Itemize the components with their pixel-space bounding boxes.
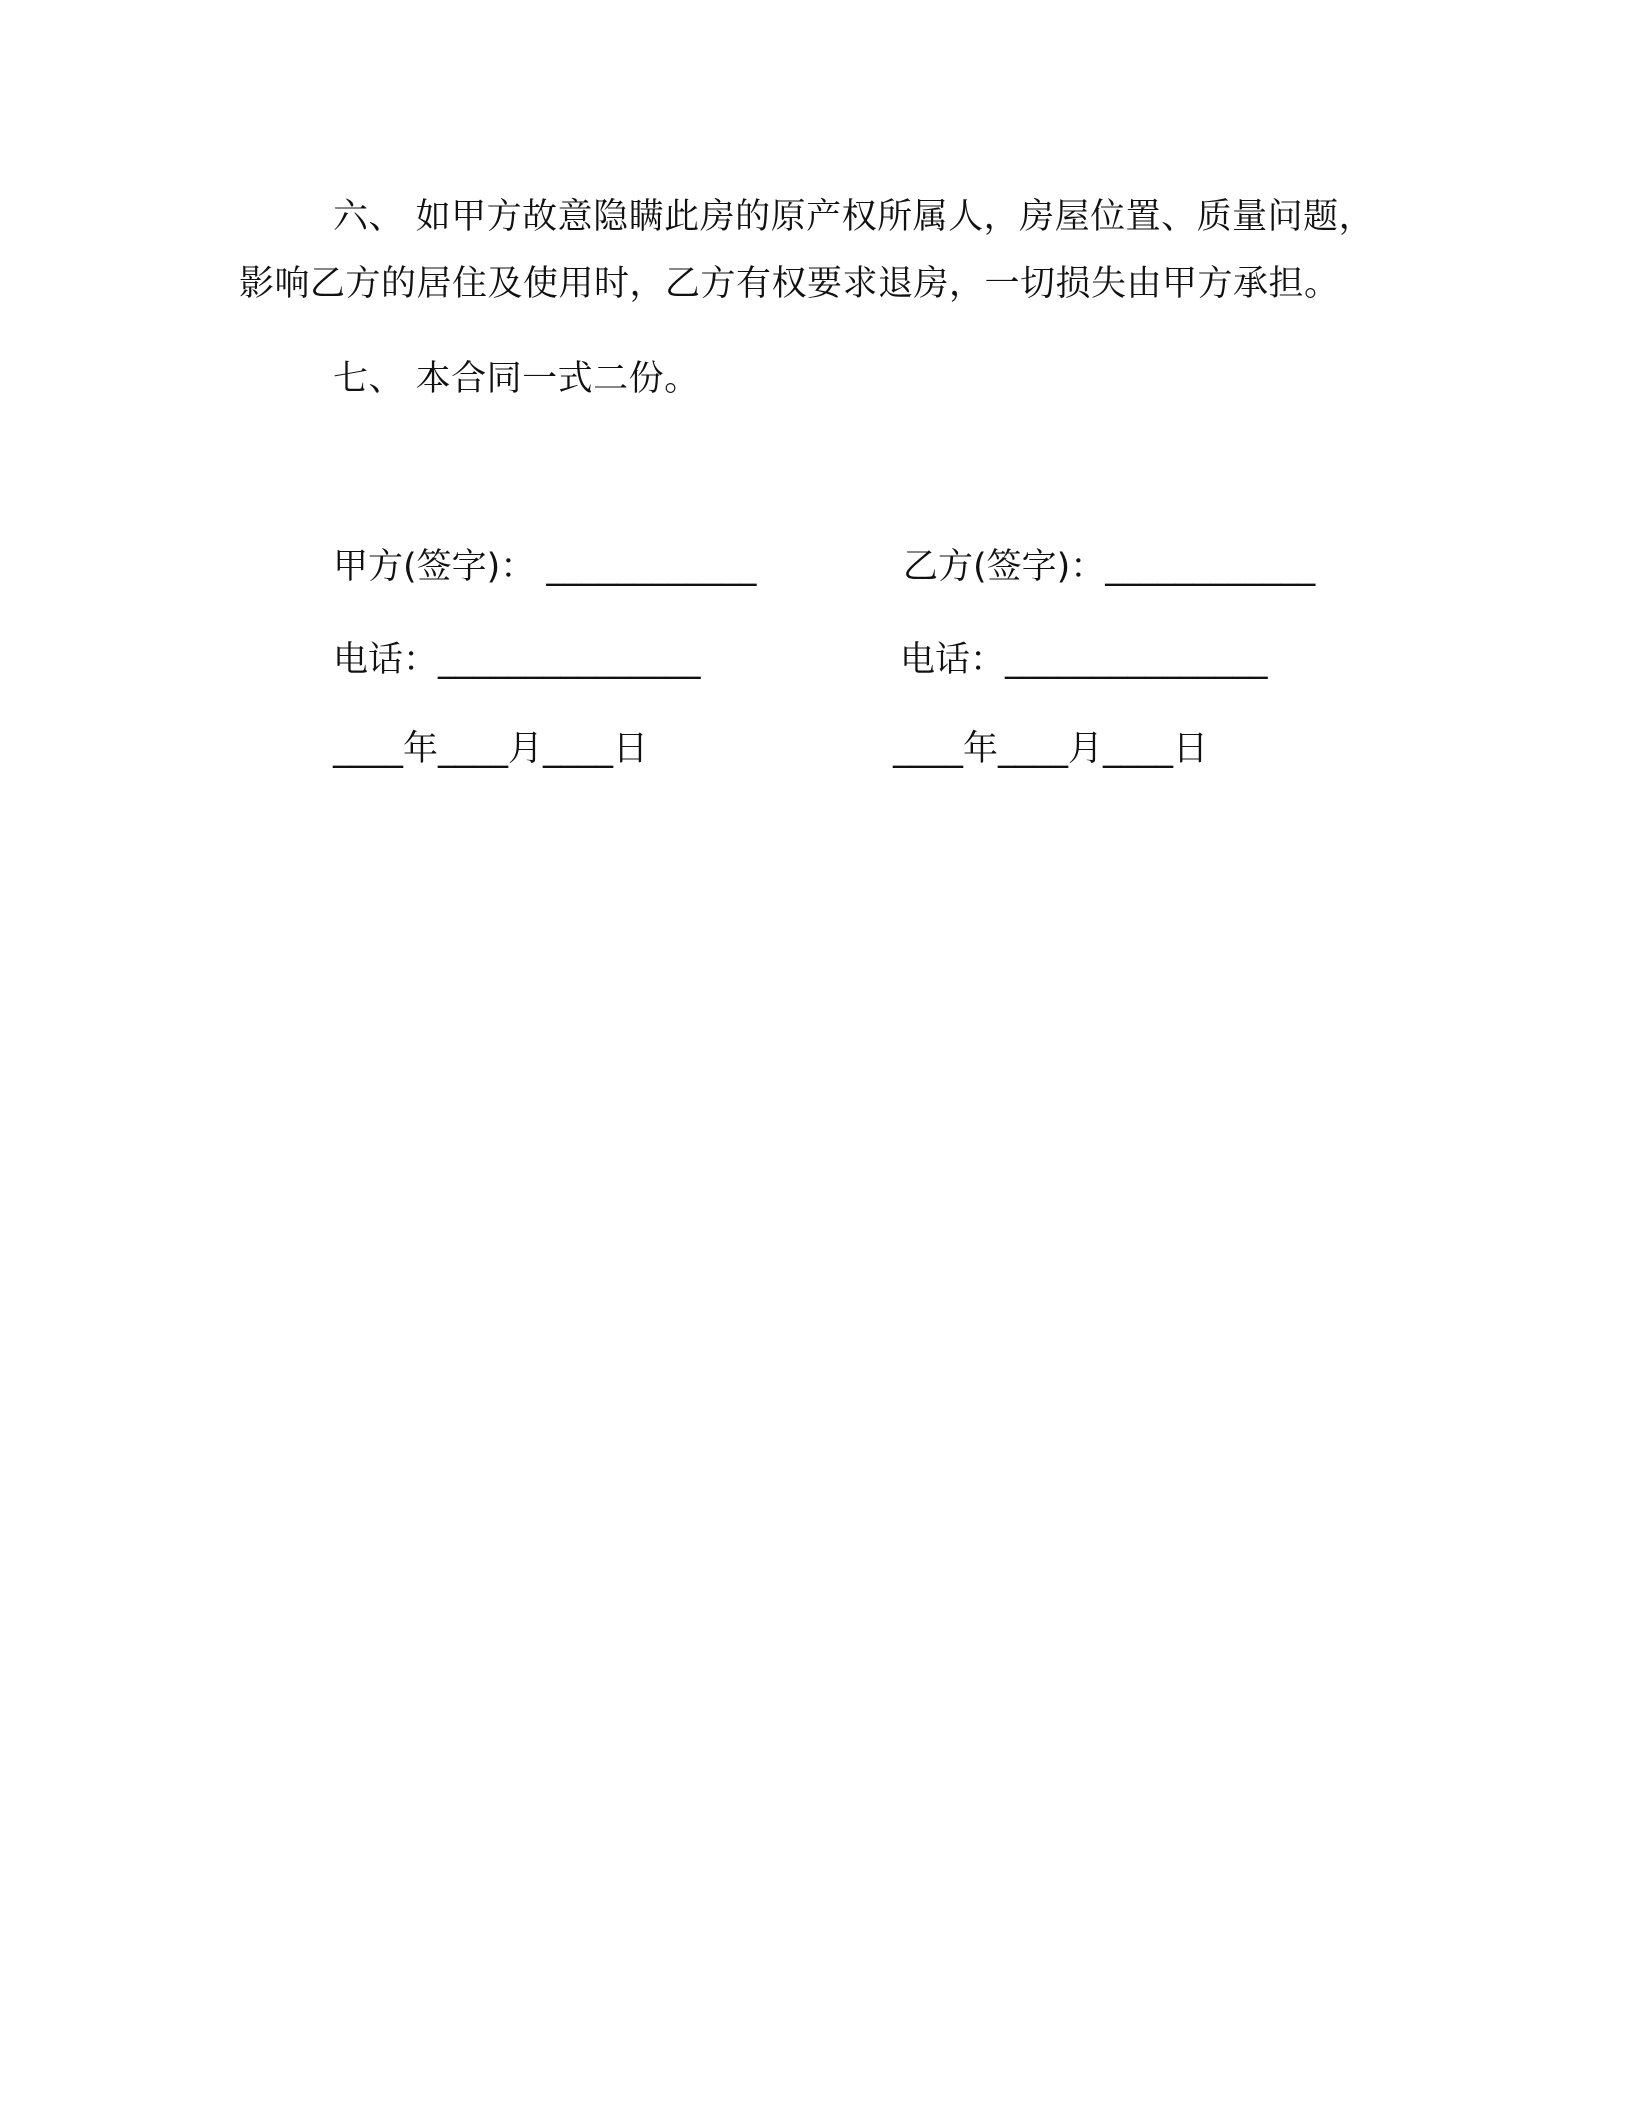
party-a-date-field: ____年____月____日 [333,729,649,769]
clause-6-line-2: 影响乙方的居住及使用时，乙方有权要求退房，一切损失由甲方承担。 [239,264,1340,304]
clause-7: 七、 本合同一式二份。 [333,359,700,399]
party-b-date-field: ____年____月____日 [893,729,1209,769]
party-a-signature-field: 甲方(签字)： ____________ [333,547,757,587]
clause-6-line-1: 六、 如甲方故意隐瞒此房的原产权所属人，房屋位置、质量问题， [333,197,1375,237]
party-b-signature-field: 乙方(签字)：____________ [903,547,1316,587]
party-a-phone-field: 电话：_______________ [333,640,701,680]
party-b-phone-field: 电话：_______________ [900,640,1268,680]
